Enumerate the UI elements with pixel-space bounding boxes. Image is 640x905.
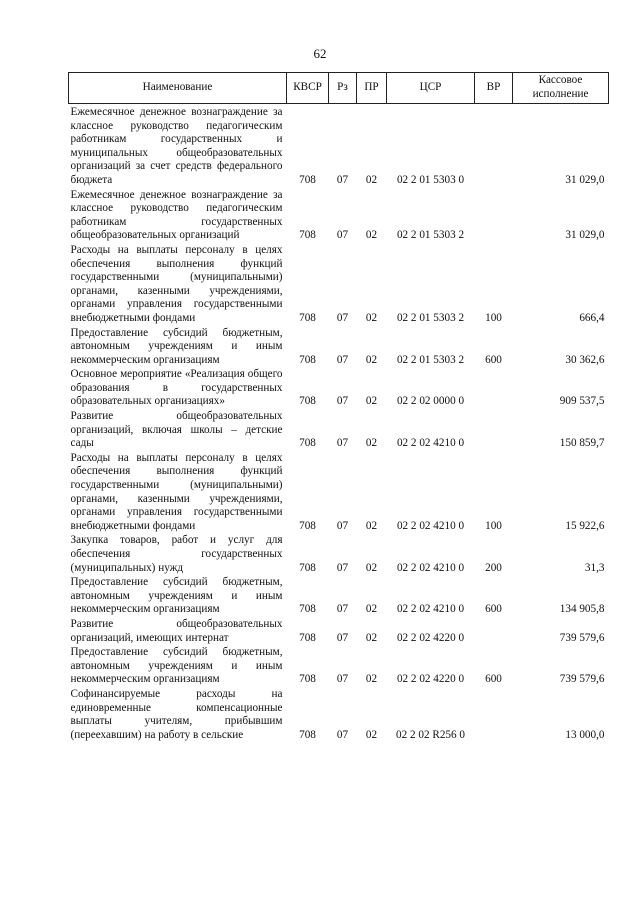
row-rz: 07 [336,395,349,408]
row-rz: 07 [336,603,349,616]
row-name: Ежемесячное денежное вознаграждение за классное руководство педагогическим работникам государственных общеобразовательных организаций [70,188,283,242]
row-rz: 07 [336,311,349,324]
row-name: Ежемесячное денежное вознаграждение за классное руководство педагогическим работникам государственных и муниципальных общеобразовательных организаций за счет средств федерального бюджета [70,106,283,186]
row-rz: 07 [336,673,349,686]
table-row [69,618,609,646]
header-name: Наименование [69,73,287,104]
table-row [69,576,609,618]
row-pr: 02 [365,437,378,450]
row-kvsr: 708 [299,728,316,741]
row-kvsr: 708 [299,229,316,242]
row-csr: 02 2 02 R256 0 [396,728,465,741]
row-name: Основное мероприятие «Реализация общего образования в государственных образовательных организациях» [70,368,283,408]
row-pr: 02 [365,311,378,324]
row-kass: 30 362,6 [565,353,605,366]
row-vr: 100 [485,311,502,324]
row-vr [475,189,513,244]
header-csr: ЦСР [387,73,475,104]
row-rz: 07 [336,728,349,741]
row-pr: 02 [365,395,378,408]
table-row [69,534,609,576]
table-row [69,327,609,369]
table-header [69,73,609,104]
row-kvsr: 708 [299,603,316,616]
row-vr [475,410,513,452]
row-csr: 02 2 01 5303 0 [396,173,465,186]
row-rz: 07 [336,353,349,366]
table-row [69,244,609,327]
row-pr: 02 [365,519,378,532]
row-kvsr: 708 [299,631,316,644]
row-kass: 739 579,6 [559,631,605,644]
row-csr: 02 2 02 4220 0 [396,673,465,686]
header-kass: Кассовое исполнение [513,73,609,104]
page-number: 62 [313,46,327,61]
row-kass: 31 029,0 [565,229,605,242]
row-kass: 13 000,0 [565,728,605,741]
row-rz: 07 [336,631,349,644]
table-row [69,189,609,244]
row-csr: 02 2 01 5303 2 [396,229,465,242]
row-kvsr: 708 [299,311,316,324]
row-kass: 150 859,7 [559,437,605,450]
row-kass: 31 029,0 [565,173,605,186]
row-kvsr: 708 [299,519,316,532]
header-vr: ВР [475,73,513,104]
header-pr: ПР [357,73,387,104]
header-kvsr: КВСР [287,73,329,104]
row-csr: 02 2 02 4220 0 [396,631,465,644]
row-name: Предоставление субсидий бюджетным, автономным учреждениям и иным некоммерческим организациям [70,326,283,366]
row-vr [475,688,513,743]
row-name: Софинансируемые расходы на единовременные компенсационные выплаты учителям, прибывшим (переехавшим) на работу в сельские [70,687,283,741]
row-kvsr: 708 [299,437,316,450]
table-row [69,452,609,535]
row-kvsr: 708 [299,173,316,186]
table-body [69,104,609,744]
row-csr: 02 2 02 4210 0 [396,603,465,616]
row-vr [475,368,513,410]
header-rz: Рз [329,73,357,104]
row-name: Расходы на выплаты персоналу в целях обеспечения выполнения функций государственными (муниципальными) органами, казенными учреждениями, органами управления государственными внебюджетными фондами [70,451,283,532]
row-vr: 600 [485,603,502,616]
row-kass: 739 579,6 [559,673,605,686]
row-pr: 02 [365,603,378,616]
row-name: Расходы на выплаты персоналу в целях обеспечения выполнения функций государственными (муниципальными) органами, казенными учреждениями, органами управления государственными внебюджетными фондами [70,243,283,324]
row-kvsr: 708 [299,395,316,408]
row-csr: 02 2 01 5303 2 [396,353,465,366]
row-kass: 909 537,5 [559,395,605,408]
row-vr [475,618,513,646]
row-kvsr: 708 [299,561,316,574]
table-row [69,368,609,410]
row-pr: 02 [365,353,378,366]
row-csr: 02 2 02 0000 0 [396,395,465,408]
table-row [69,410,609,452]
row-pr: 02 [365,673,378,686]
row-csr: 02 2 02 4210 0 [396,519,465,532]
budget-table [68,72,609,743]
row-name: Предоставление субсидий бюджетным, автономным учреждениям и иным некоммерческим организациям [70,576,283,616]
row-pr: 02 [365,631,378,644]
row-csr: 02 2 01 5303 2 [396,311,465,324]
row-vr [475,104,513,189]
row-vr: 200 [485,561,502,574]
table-row [69,688,609,743]
row-kvsr: 708 [299,673,316,686]
row-rz: 07 [336,173,349,186]
row-rz: 07 [336,561,349,574]
row-kass: 666,4 [579,311,605,324]
row-kvsr: 708 [299,353,316,366]
table-row [69,104,609,189]
row-rz: 07 [336,437,349,450]
row-vr: 600 [485,353,502,366]
row-pr: 02 [365,728,378,741]
row-kass: 31,3 [584,561,605,574]
row-pr: 02 [365,173,378,186]
row-name: Развитие общеобразовательных организаций, имеющих интернат [70,617,283,644]
row-csr: 02 2 02 4210 0 [396,561,465,574]
row-name: Предоставление субсидий бюджетным, автономным учреждениям и иным некоммерческим организациям [70,646,283,686]
row-kass: 134 905,8 [559,603,605,616]
row-pr: 02 [365,229,378,242]
row-rz: 07 [336,519,349,532]
row-name: Закупка товаров, работ и услуг для обеспечения государственных (муниципальных) нужд [70,534,283,574]
row-name: Развитие общеобразовательных организаций, включая школы – детские сады [70,410,283,450]
row-vr: 600 [485,673,502,686]
row-vr: 100 [485,519,502,532]
row-pr: 02 [365,561,378,574]
row-kass: 15 922,6 [565,519,605,532]
row-rz: 07 [336,229,349,242]
table-row [69,646,609,688]
row-csr: 02 2 02 4210 0 [396,437,465,450]
